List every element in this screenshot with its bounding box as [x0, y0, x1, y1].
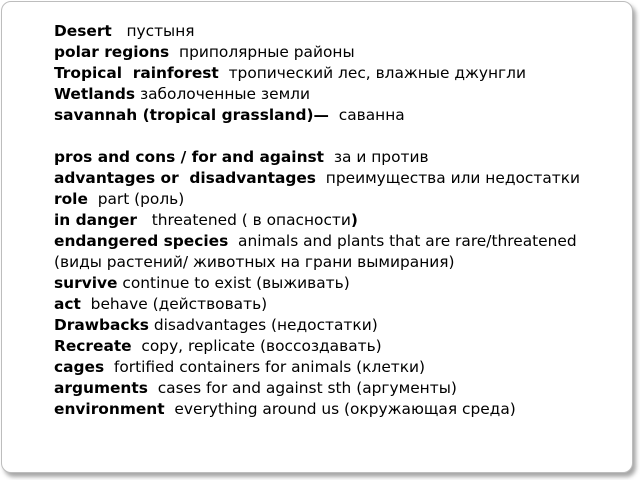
vocab-term: survive: [54, 274, 118, 292]
vocab-definition: disadvantages (недостатки): [153, 316, 378, 334]
vocab-definition: everything around us (окружающая среда): [174, 400, 516, 418]
vocab-term: endangered species: [54, 232, 229, 250]
vocab-entry-drawbacks: [54, 315, 629, 336]
vocab-entry-desert: [54, 21, 629, 42]
vocab-term: environment: [54, 400, 165, 418]
vocab-entry-endangered-species: [54, 231, 629, 273]
vocab-definition: приполярные районы: [179, 43, 355, 61]
vocab-entry-act: [54, 294, 629, 315]
vocab-term: polar regions: [54, 43, 170, 61]
vocab-definition: part (роль): [97, 190, 185, 208]
vocab-definition: behave (действовать): [90, 295, 268, 313]
vocab-term: cages: [54, 358, 105, 376]
vocab-term: in danger: [54, 211, 137, 229]
vocab-definition: animals and plants that are rare/threatened (виды растений/ животных на грани вымирания): [54, 232, 582, 271]
slide-frame: [1, 1, 633, 473]
vocab-term: Wetlands: [54, 85, 136, 103]
vocab-term: Desert: [54, 22, 112, 40]
vocab-term: role: [54, 190, 88, 208]
vocab-closing-paren: ): [350, 211, 358, 229]
vocab-term: advantages or disadvantages: [54, 169, 316, 187]
vocab-entry-wetlands: [54, 84, 629, 105]
vocab-definition: саванна: [338, 106, 405, 124]
section-gap: [54, 126, 629, 147]
vocab-definition: за и против: [333, 148, 429, 166]
vocab-entry-tropical-rainforest: [54, 63, 629, 84]
vocab-entry-survive: [54, 273, 629, 294]
vocab-definition: пустыня: [126, 22, 195, 40]
vocab-term: pros and cons / for and against: [54, 148, 325, 166]
vocab-entry-environment: [54, 399, 629, 420]
vocab-term: Drawbacks: [54, 316, 149, 334]
vocab-term: Tropical rainforest: [54, 64, 219, 82]
vocab-entry-role: [54, 189, 629, 210]
vocab-entry-recreate: [54, 336, 629, 357]
vocab-entry-savannah: [54, 105, 629, 126]
vocab-term: arguments: [54, 379, 148, 397]
vocab-entry-polar-regions: [54, 42, 629, 63]
vocab-entry-pros-and-cons: [54, 147, 629, 168]
vocab-definition: cases for and against sth (аргументы): [157, 379, 457, 397]
vocab-definition: заболоченные земли: [139, 85, 311, 103]
vocab-term: act: [54, 295, 81, 313]
vocab-definition: copy, replicate (воссоздавать): [141, 337, 382, 355]
vocab-entry-advantages: [54, 168, 629, 189]
vocab-entry-in-danger: [54, 210, 629, 231]
vocab-definition: continue to exist (выживать): [122, 274, 350, 292]
vocabulary-list: [54, 21, 629, 420]
vocab-definition: преимущества или недостатки: [325, 169, 581, 187]
vocab-entry-arguments: [54, 378, 629, 399]
vocab-definition: threatened ( в опасности: [151, 211, 351, 229]
vocab-term: Recreate: [54, 337, 132, 355]
vocab-definition: тропический лес, влажные джунгли: [228, 64, 526, 82]
vocab-entry-cages: [54, 357, 629, 378]
vocab-definition: fortified containers for animals (клетки): [113, 358, 426, 376]
vocab-term: savannah (tropical grassland)—: [54, 106, 329, 124]
